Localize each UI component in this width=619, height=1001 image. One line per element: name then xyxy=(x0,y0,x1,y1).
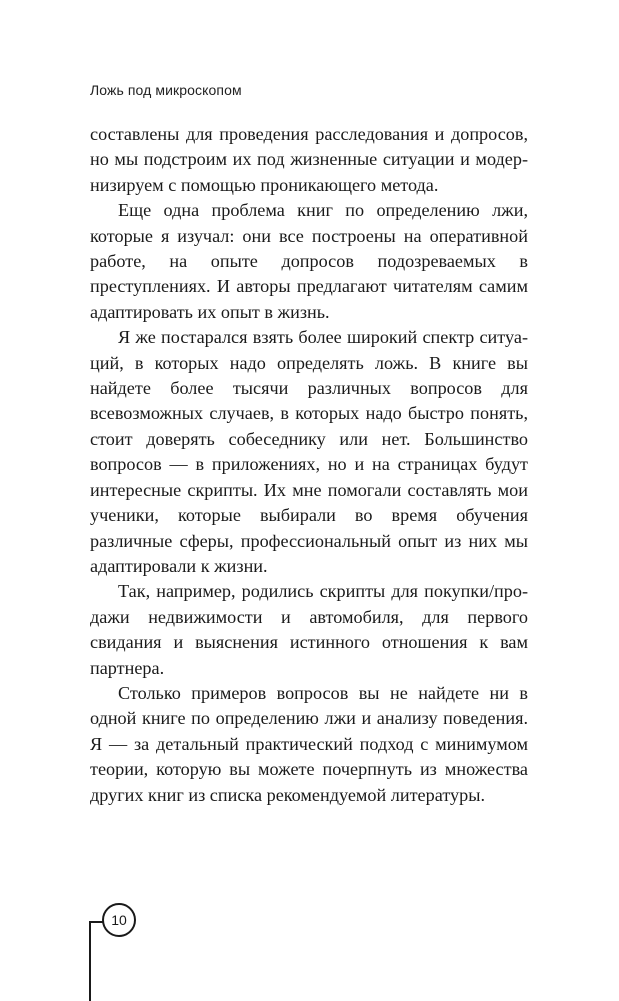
text-body xyxy=(90,122,528,808)
paragraph: Еще одна проблема книг по определению лжи, которые я изучал: они все построены на оперативной работе, на опыте допросов подозреваемых в преступлениях. И авторы предлагают читателям самим адаптировать их опыт в жизнь. xyxy=(90,200,528,322)
folio-rule-vertical xyxy=(89,921,91,1001)
paragraph: составлены для проведения расследования и допросов, но мы подстроим их под жизненные ситуации и модернизируем с помощью проникающего метода. xyxy=(90,124,528,195)
paragraph: Так, например, родились скрипты для покупки/продажи недвижимости и автомобиля, для первого свидания и выяснения истинного отношения к вам партнера. xyxy=(90,581,528,678)
page-number: 10 xyxy=(102,903,136,937)
running-head: Ложь под микроскопом xyxy=(90,82,242,98)
paragraph: Столько примеров вопросов вы не найдете ни в одной книге по определению лжи и анализу поведения. Я — за детальный практический подход с минимумом теории, которую вы можете почерпнуть из множества других книг из списка рекомендуемой литературы. xyxy=(90,682,528,805)
folio-rule-horizontal xyxy=(89,921,103,923)
paragraph: Я же постарался взять более широкий спектр ситуаций, в которых надо определять ложь. В книге вы найдете более тысячи различных вопросов для всевозможных случаев, в которых надо быстро понять, стоит доверять собеседнику или нет. Большинство вопросов — в приложениях, но и на страницах будут интересные скрипты. Их мне помогали составлять мои ученики, которые выбирали во время обучения различные сферы, профессиональный опыт из них мы адаптировали к жизни. xyxy=(90,327,528,576)
